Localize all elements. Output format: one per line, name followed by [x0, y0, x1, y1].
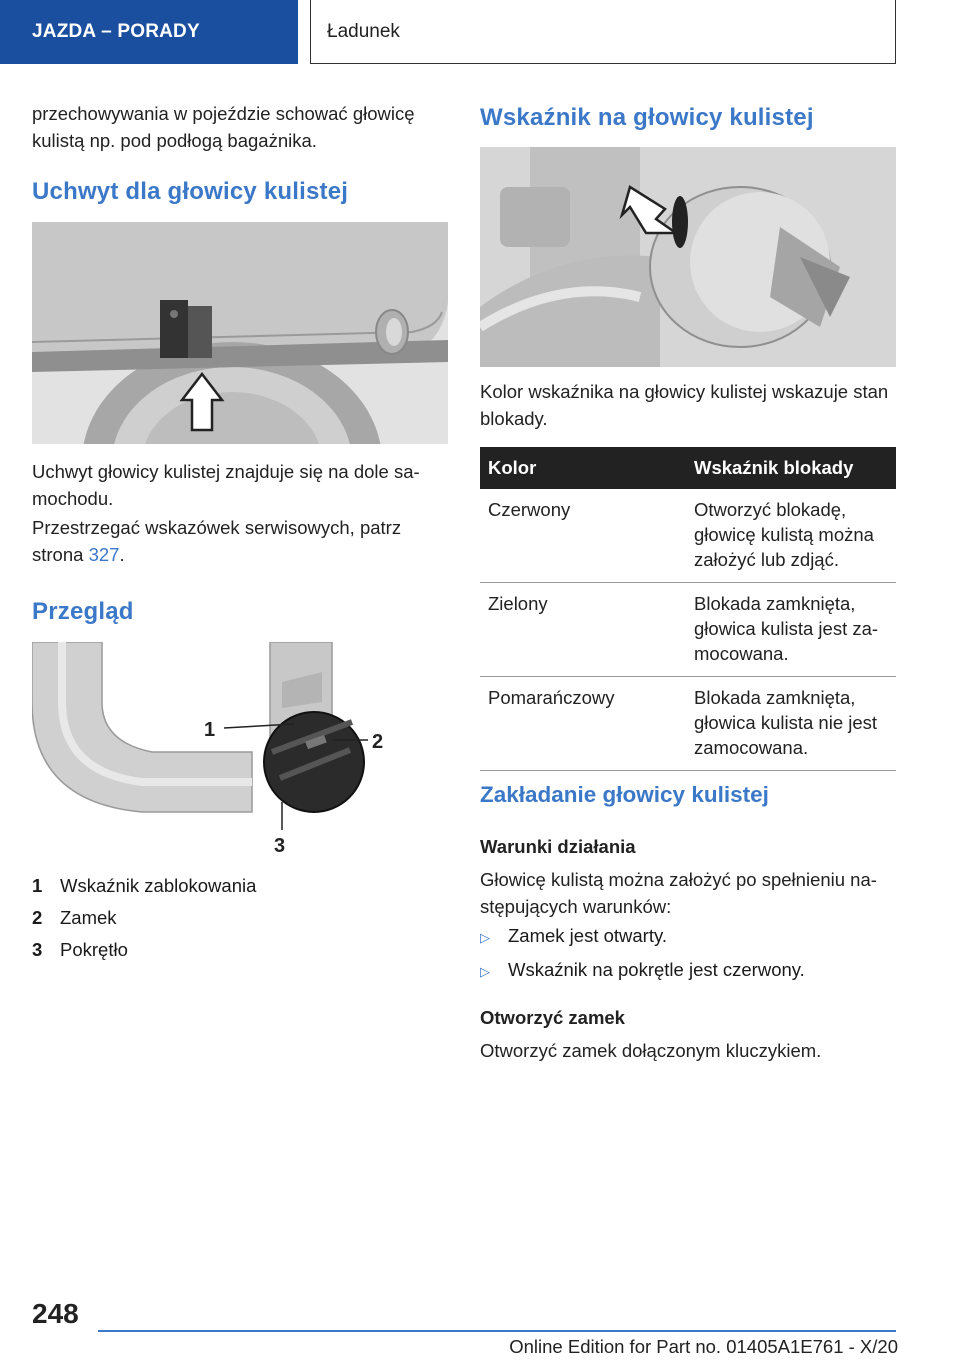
table-row: [480, 583, 896, 677]
figure-mount-location: [32, 222, 448, 444]
table-header-row: [480, 447, 896, 489]
bullet-text: Wskaźnik na pokrętle jest czerwony.: [508, 959, 805, 980]
header-section-label: JAZDA – PORADY: [0, 0, 298, 64]
callout-2: 2: [372, 731, 384, 753]
legend-label: Pokrętło: [60, 939, 128, 960]
heading-open-lock: Otworzyć zamek: [480, 1007, 625, 1028]
legend-item: [32, 934, 448, 966]
table-row: [480, 489, 896, 583]
heading-mount: Uchwyt dla głowicy kulistej: [32, 178, 349, 205]
chapter-title-text: Ładunek: [327, 20, 400, 42]
conditions-list: [480, 920, 896, 988]
indicator-table: [480, 447, 896, 771]
mount-text-2-post: .: [119, 544, 125, 565]
mount-text-2: [32, 514, 448, 568]
cell-indicator: Otworzyć blokadę, głowicę kulistą można założyć lub zdjąć.: [686, 489, 896, 583]
cell-indicator: Blokada zamknięta, głowica kulista jest zamocowana.: [686, 583, 896, 677]
list-item: [480, 954, 896, 988]
col-header-lock-indicator: Wskaźnik blokady: [686, 447, 896, 489]
heading-mounting: Zakładanie głowicy kulistej: [480, 782, 769, 807]
bullet-text: Zamek jest otwarty.: [508, 925, 668, 946]
triangle-bullet-icon: ▷: [480, 930, 490, 945]
intro-paragraph: przechowywania w pojeździe schować głowicę kulistą np. pod podłogą bagażnika.: [32, 103, 415, 151]
mount-text-2-pre: Przestrzegać wskazówek serwisowych, patrz strona: [32, 517, 402, 565]
heading-overview: Przegląd: [32, 598, 134, 625]
header-chapter-title: [310, 0, 896, 64]
cell-color: Czerwony: [480, 489, 686, 583]
legend-item: [32, 902, 448, 934]
triangle-bullet-icon: ▷: [480, 964, 490, 979]
page-number: 248: [32, 1298, 79, 1329]
legend-label: Wskaźnik zablokowania: [60, 875, 257, 896]
cell-indicator: Blokada zamknięta, głowica kulista nie jest zamocowana.: [686, 677, 896, 771]
legend-num: 1: [32, 875, 43, 896]
footer-divider: [98, 1330, 896, 1332]
figure-indicator: [480, 147, 896, 367]
overview-legend: [32, 870, 448, 966]
col-header-color: Kolor: [480, 447, 686, 489]
ball-head-illustration: [32, 642, 448, 864]
indicator-text: Kolor wskaźnika na głowicy kulistej wskazuje stan blokady.: [480, 381, 889, 429]
legend-item: [32, 870, 448, 902]
footer-edition: Online Edition for Part no. 01405A1E761 - X/20: [509, 1336, 898, 1357]
cell-color: Pomarańczowy: [480, 677, 686, 771]
table-row: [480, 677, 896, 771]
figure-overview: [32, 642, 448, 864]
heading-conditions: Warunki działania: [480, 836, 636, 857]
legend-num: 3: [32, 939, 43, 960]
heading-indicator: Wskaźnik na głowicy kulistej: [480, 104, 814, 131]
callout-1: 1: [204, 719, 216, 741]
mount-text-1: Uchwyt głowicy kulistej znajduje się na dole samochodu.: [32, 461, 420, 509]
callout-3: 3: [274, 835, 286, 857]
list-item: [480, 920, 896, 954]
conditions-text: Głowicę kulistą można założyć po spełnieniu następujących warunków:: [480, 869, 877, 917]
legend-num: 2: [32, 907, 43, 928]
page-link-327[interactable]: 327: [88, 544, 120, 565]
cell-color: Zielony: [480, 583, 686, 677]
mount-illustration: [32, 222, 448, 444]
legend-label: Zamek: [60, 907, 117, 928]
indicator-illustration: [480, 147, 896, 367]
open-lock-text: Otworzyć zamek dołączonym kluczykiem.: [480, 1040, 822, 1061]
